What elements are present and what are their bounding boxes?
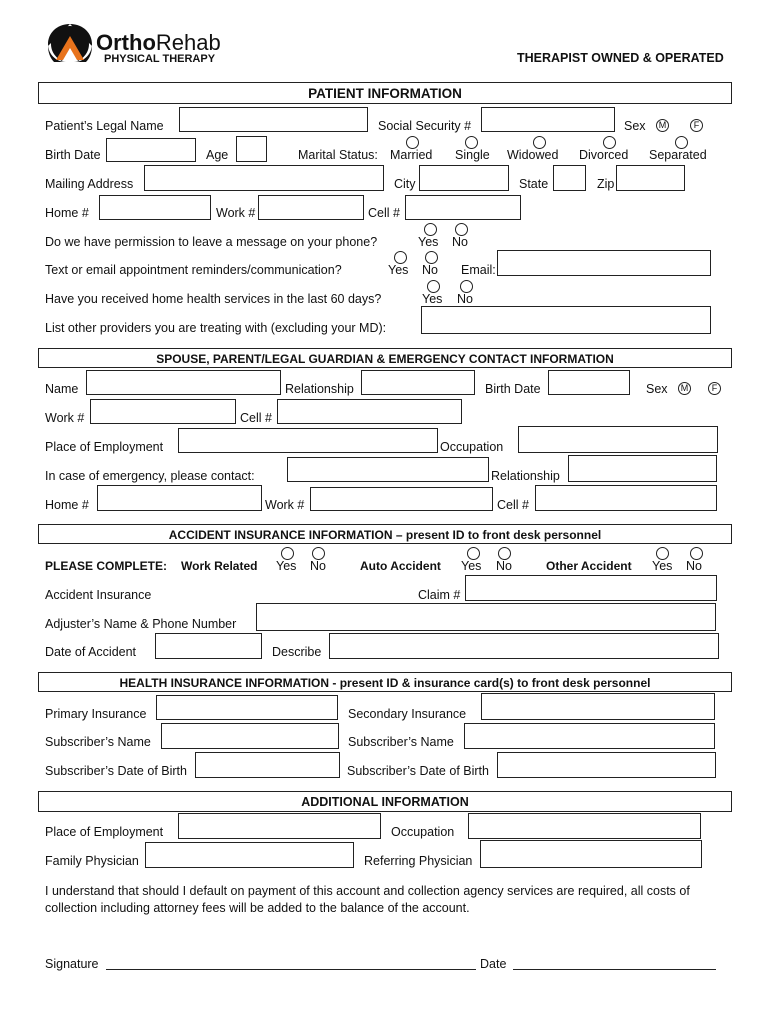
date-label: Date <box>480 957 507 971</box>
age-label: Age <box>206 148 229 162</box>
date-field[interactable] <box>513 969 716 970</box>
spouse-birth-date-field[interactable] <box>548 370 630 395</box>
spouse-occupation-field[interactable] <box>518 426 718 453</box>
secondary-subscriber-dob-field[interactable] <box>497 752 716 778</box>
spouse-home-label: Home # <box>45 498 89 512</box>
birth-date-label: Birth Date <box>45 148 101 162</box>
spouse-name-label: Name <box>45 382 79 396</box>
spouse-work2-field[interactable] <box>310 487 493 511</box>
health-section-title: HEALTH INSURANCE INFORMATION - present ID & insurance card(s) to front desk personnel <box>38 672 732 692</box>
spouse-employment-field[interactable] <box>178 428 438 453</box>
cell-label: Cell # <box>368 206 400 220</box>
claim-field[interactable] <box>465 575 717 601</box>
providers-field[interactable] <box>421 306 711 334</box>
spouse-sex-female-option[interactable]: F <box>708 382 721 395</box>
work-related-yes-label: Yes <box>276 559 297 573</box>
accident-section-title: ACCIDENT INSURANCE INFORMATION – present ID to front desk personnel <box>38 524 732 544</box>
spouse-relationship-label: Relationship <box>285 382 354 396</box>
tagline: THERAPIST OWNED & OPERATED <box>517 51 724 65</box>
marital-label: Marital Status: <box>298 148 378 162</box>
signature-field[interactable] <box>106 969 476 970</box>
city-label: City <box>394 177 416 191</box>
home-health-yes-label: Yes <box>422 292 443 306</box>
add-employment-field[interactable] <box>178 813 381 839</box>
state-field[interactable] <box>553 165 586 191</box>
ssn-field[interactable] <box>481 107 615 132</box>
add-occupation-field[interactable] <box>468 813 701 839</box>
auto-yes-label: Yes <box>461 559 482 573</box>
describe-label: Describe <box>272 645 322 659</box>
home-label: Home # <box>45 206 89 220</box>
permission-yes-label: Yes <box>418 235 439 249</box>
work-related-no-label: No <box>310 559 326 573</box>
home-health-label: Have you received home health services in the last 60 days? <box>45 292 382 306</box>
signature-label: Signature <box>45 957 99 971</box>
legal-name-label: Patient’s Legal Name <box>45 119 164 133</box>
accident-insurance-label: Accident Insurance <box>45 588 152 602</box>
providers-label: List other providers you are treating with (excluding your MD): <box>45 321 387 335</box>
spouse-work2-label: Work # <box>265 498 305 512</box>
auto-no-label: No <box>496 559 512 573</box>
text-email-no-label: No <box>422 263 438 277</box>
age-field[interactable] <box>236 136 267 162</box>
emergency-relationship-field[interactable] <box>568 455 717 482</box>
mailing-field[interactable] <box>144 165 384 191</box>
spouse-cell-label: Cell # <box>240 411 272 425</box>
additional-section-title: ADDITIONAL INFORMATION <box>38 791 732 812</box>
secondary-subscriber-name-label: Subscriber’s Name <box>348 735 454 749</box>
work-related-label: Work Related <box>181 559 258 573</box>
logo-subtitle: PHYSICAL THERAPY <box>104 53 216 65</box>
widowed-label: Widowed <box>507 148 559 162</box>
other-no-label: No <box>686 559 702 573</box>
spouse-section-title: SPOUSE, PARENT/LEGAL GUARDIAN & EMERGENCY CONTACT INFORMATION <box>38 348 732 368</box>
primary-subscriber-name-field[interactable] <box>161 723 339 749</box>
divorced-label: Divorced <box>579 148 629 162</box>
logo-ortho: Ortho <box>96 30 156 55</box>
spouse-sex-male-option[interactable]: M <box>678 382 691 395</box>
spouse-employment-label: Place of Employment <box>45 440 164 454</box>
describe-field[interactable] <box>329 633 719 659</box>
spouse-home-field[interactable] <box>97 485 262 511</box>
spouse-work-field[interactable] <box>90 399 236 424</box>
other-yes-label: Yes <box>652 559 673 573</box>
payment-statement: I understand that should I default on payment of this account and collection agency services are required, all costs of collection including attorney fees will be added to the balance of the account. <box>45 884 690 915</box>
spouse-birth-date-label: Birth Date <box>485 382 541 396</box>
family-physician-field[interactable] <box>145 842 354 868</box>
adjuster-field[interactable] <box>256 603 716 631</box>
ortho-rehab-logo-icon <box>46 22 94 64</box>
legal-name-field[interactable] <box>179 107 368 132</box>
primary-subscriber-name-label: Subscriber’s Name <box>45 735 151 749</box>
ssn-label: Social Security # <box>378 119 472 133</box>
emergency-label: In case of emergency, please contact: <box>45 469 255 483</box>
permission-no-label: No <box>452 235 468 249</box>
accident-date-label: Date of Accident <box>45 645 137 659</box>
primary-insurance-field[interactable] <box>156 695 338 720</box>
spouse-relationship-field[interactable] <box>361 370 475 395</box>
work-label: Work # <box>216 206 256 220</box>
work-field[interactable] <box>258 195 364 220</box>
zip-label: Zip <box>597 177 615 191</box>
patient-section-title: PATIENT INFORMATION <box>38 82 732 104</box>
claim-label: Claim # <box>418 588 461 602</box>
sex-male-option[interactable]: M <box>656 119 669 132</box>
home-health-no-label: No <box>457 292 473 306</box>
logo-rehab: Rehab <box>155 30 221 55</box>
other-accident-label: Other Accident <box>546 559 632 573</box>
please-complete-label: PLEASE COMPLETE: <box>45 559 168 573</box>
secondary-insurance-field[interactable] <box>481 693 715 720</box>
spouse-name-field[interactable] <box>86 370 281 395</box>
spouse-cell2-field[interactable] <box>535 485 717 511</box>
accident-date-field[interactable] <box>155 633 262 659</box>
primary-insurance-label: Primary Insurance <box>45 707 147 721</box>
cell-field[interactable] <box>405 195 521 220</box>
secondary-subscriber-name-field[interactable] <box>464 723 715 749</box>
family-physician-label: Family Physician <box>45 854 139 868</box>
adjuster-label: Adjuster’s Name & Phone Number <box>45 617 237 631</box>
zip-field[interactable] <box>616 165 685 191</box>
spouse-occupation-label: Occupation <box>440 440 504 454</box>
auto-accident-label: Auto Accident <box>360 559 441 573</box>
primary-subscriber-dob-field[interactable] <box>195 752 340 778</box>
text-email-label: Text or email appointment reminders/communication? <box>45 263 342 277</box>
separated-label: Separated <box>649 148 707 162</box>
spouse-work-label: Work # <box>45 411 85 425</box>
city-field[interactable] <box>419 165 509 191</box>
referring-physician-label: Referring Physician <box>364 854 473 868</box>
email-label: Email: <box>461 263 496 277</box>
spouse-sex-label: Sex <box>646 382 668 396</box>
text-email-yes-label: Yes <box>388 263 409 277</box>
referring-physician-field[interactable] <box>480 840 702 868</box>
mailing-label: Mailing Address <box>45 177 134 191</box>
single-label: Single <box>455 148 490 162</box>
add-occupation-label: Occupation <box>391 825 455 839</box>
spouse-cell-field[interactable] <box>277 399 462 424</box>
permission-label: Do we have permission to leave a message on your phone? <box>45 235 378 249</box>
spouse-cell2-label: Cell # <box>497 498 529 512</box>
home-field[interactable] <box>99 195 211 220</box>
state-label: State <box>519 177 549 191</box>
birth-date-box[interactable] <box>106 138 196 162</box>
sex-female-option[interactable]: F <box>690 119 703 132</box>
primary-subscriber-dob-label: Subscriber’s Date of Birth <box>45 764 187 778</box>
emergency-field[interactable] <box>287 457 489 482</box>
married-label: Married <box>390 148 433 162</box>
secondary-insurance-label: Secondary Insurance <box>348 707 467 721</box>
secondary-subscriber-dob-label: Subscriber’s Date of Birth <box>347 764 489 778</box>
sex-label: Sex <box>624 119 646 133</box>
add-employment-label: Place of Employment <box>45 825 164 839</box>
email-field[interactable] <box>497 250 711 276</box>
emergency-relationship-label: Relationship <box>491 469 560 483</box>
